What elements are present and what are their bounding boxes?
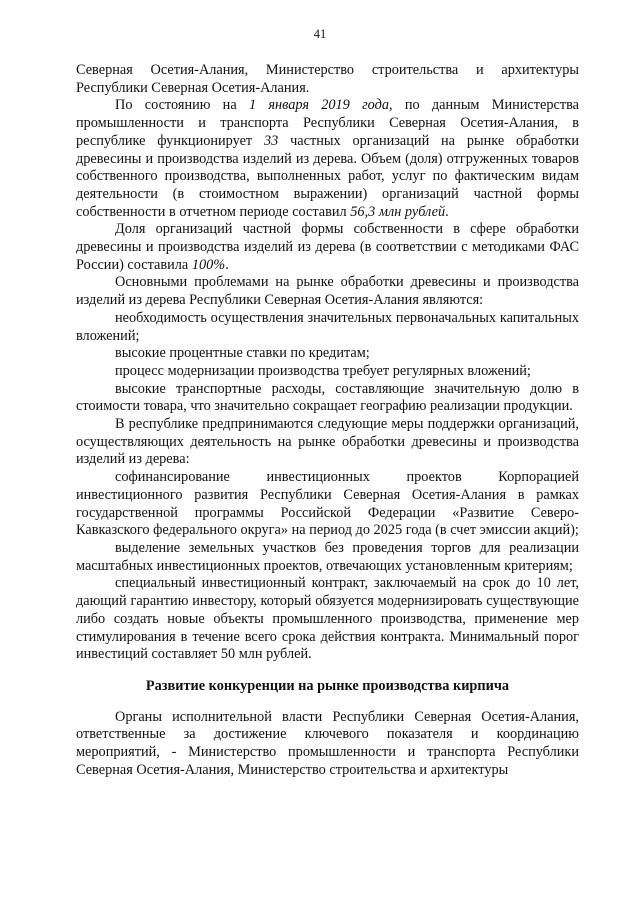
problem-item: высокие процентные ставки по кредитам; — [115, 345, 370, 362]
paragraph-private-organizations — [76, 97, 579, 221]
text-segment: . — [445, 203, 449, 220]
page-number: 41 — [313, 27, 327, 41]
support-measure-item: специальный инвестиционный контракт, заключаемый на срок до 10 лет, дающий гарантию инвестору, который обязуется модернизировать существующие либо создать новые объекты промышленного производства, применение мер стимулирования в течение всего срока действия контракта. Минимальный порог инвестиций составляет 50 млн рублей. — [76, 575, 579, 663]
paragraph-continuation: Северная Осетия-Алания, Министерство строительства и архитектуры Республики Северная Осетия-Алания. — [76, 62, 579, 96]
text-segment: . — [225, 256, 229, 273]
text-segment: По состоянию на — [115, 97, 249, 114]
date-emphasis: 1 января 2019 года — [248, 97, 389, 114]
problem-item: процесс модернизации производства требует регулярных вложений; — [115, 362, 531, 379]
paragraph-support-intro: В республике предпринимаются следующие меры поддержки организаций, осуществляющих деятельность на рынке обработки древесины и производства изделий из дерева: — [76, 416, 579, 468]
paragraph-private-share — [76, 221, 579, 274]
paragraph-problems-intro: Основными проблемами на рынке обработки древесины и производства изделий из дерева Республики Северная Осетия-Алания являются: — [76, 274, 579, 309]
section-heading: Развитие конкуренции на рынке производства кирпича — [145, 677, 510, 694]
document-body — [76, 62, 579, 779]
share-emphasis: 100% — [191, 256, 226, 273]
problem-item: необходимость осуществления значительных первоначальных капитальных вложений; — [76, 309, 579, 344]
count-emphasis: 33 — [264, 132, 279, 149]
support-measure-item: выделение земельных участков без проведения торгов для реализации масштабных инвестиционных проектов, отвечающих установленным критериям; — [76, 539, 579, 574]
volume-emphasis: 56,3 млн рублей — [350, 203, 446, 220]
paragraph-authorities: Органы исполнительной власти Республики Северная Осетия-Алания, ответственные за достижение ключевого показателя и координацию мероприятий, - Министерство промышленности и транспорта Республики Северная Осетия-Алания, Министерство строительства и архитектуры — [76, 708, 579, 778]
text-segment: Доля организаций частной формы собственности в сфере обработки древесины и производства изделий из дерева (в соответствии с методиками ФАС России) составила — [76, 221, 579, 273]
text-segment: , по данным Министерства промышленности и транспорта Республики Северная Осетия-Алания, в республике функционирует — [76, 97, 579, 149]
support-measure-item: софинансирование инвестиционных проектов Корпорацией инвестиционного развития Республики Северная Осетия-Алания в рамках государственной программы Российской Федерации «Развитие Северо-Кавказского федерального округа» на период до 2025 года (в счет эмиссии акций); — [76, 469, 579, 539]
problem-item: высокие транспортные расходы, составляющие значительную долю в стоимости товара, что значительно сокращает географию реализации продукции. — [76, 380, 579, 415]
text-segment: частных организаций на рынке обработки древесины и производства изделий из дерева. Объем (доля) отгруженных товаров собственного производства, выполненных работ, услуг по фактическим видам деятельности (в стоимостном выражении) организаций частной формы собственности в отчетном периоде составил — [76, 132, 579, 220]
